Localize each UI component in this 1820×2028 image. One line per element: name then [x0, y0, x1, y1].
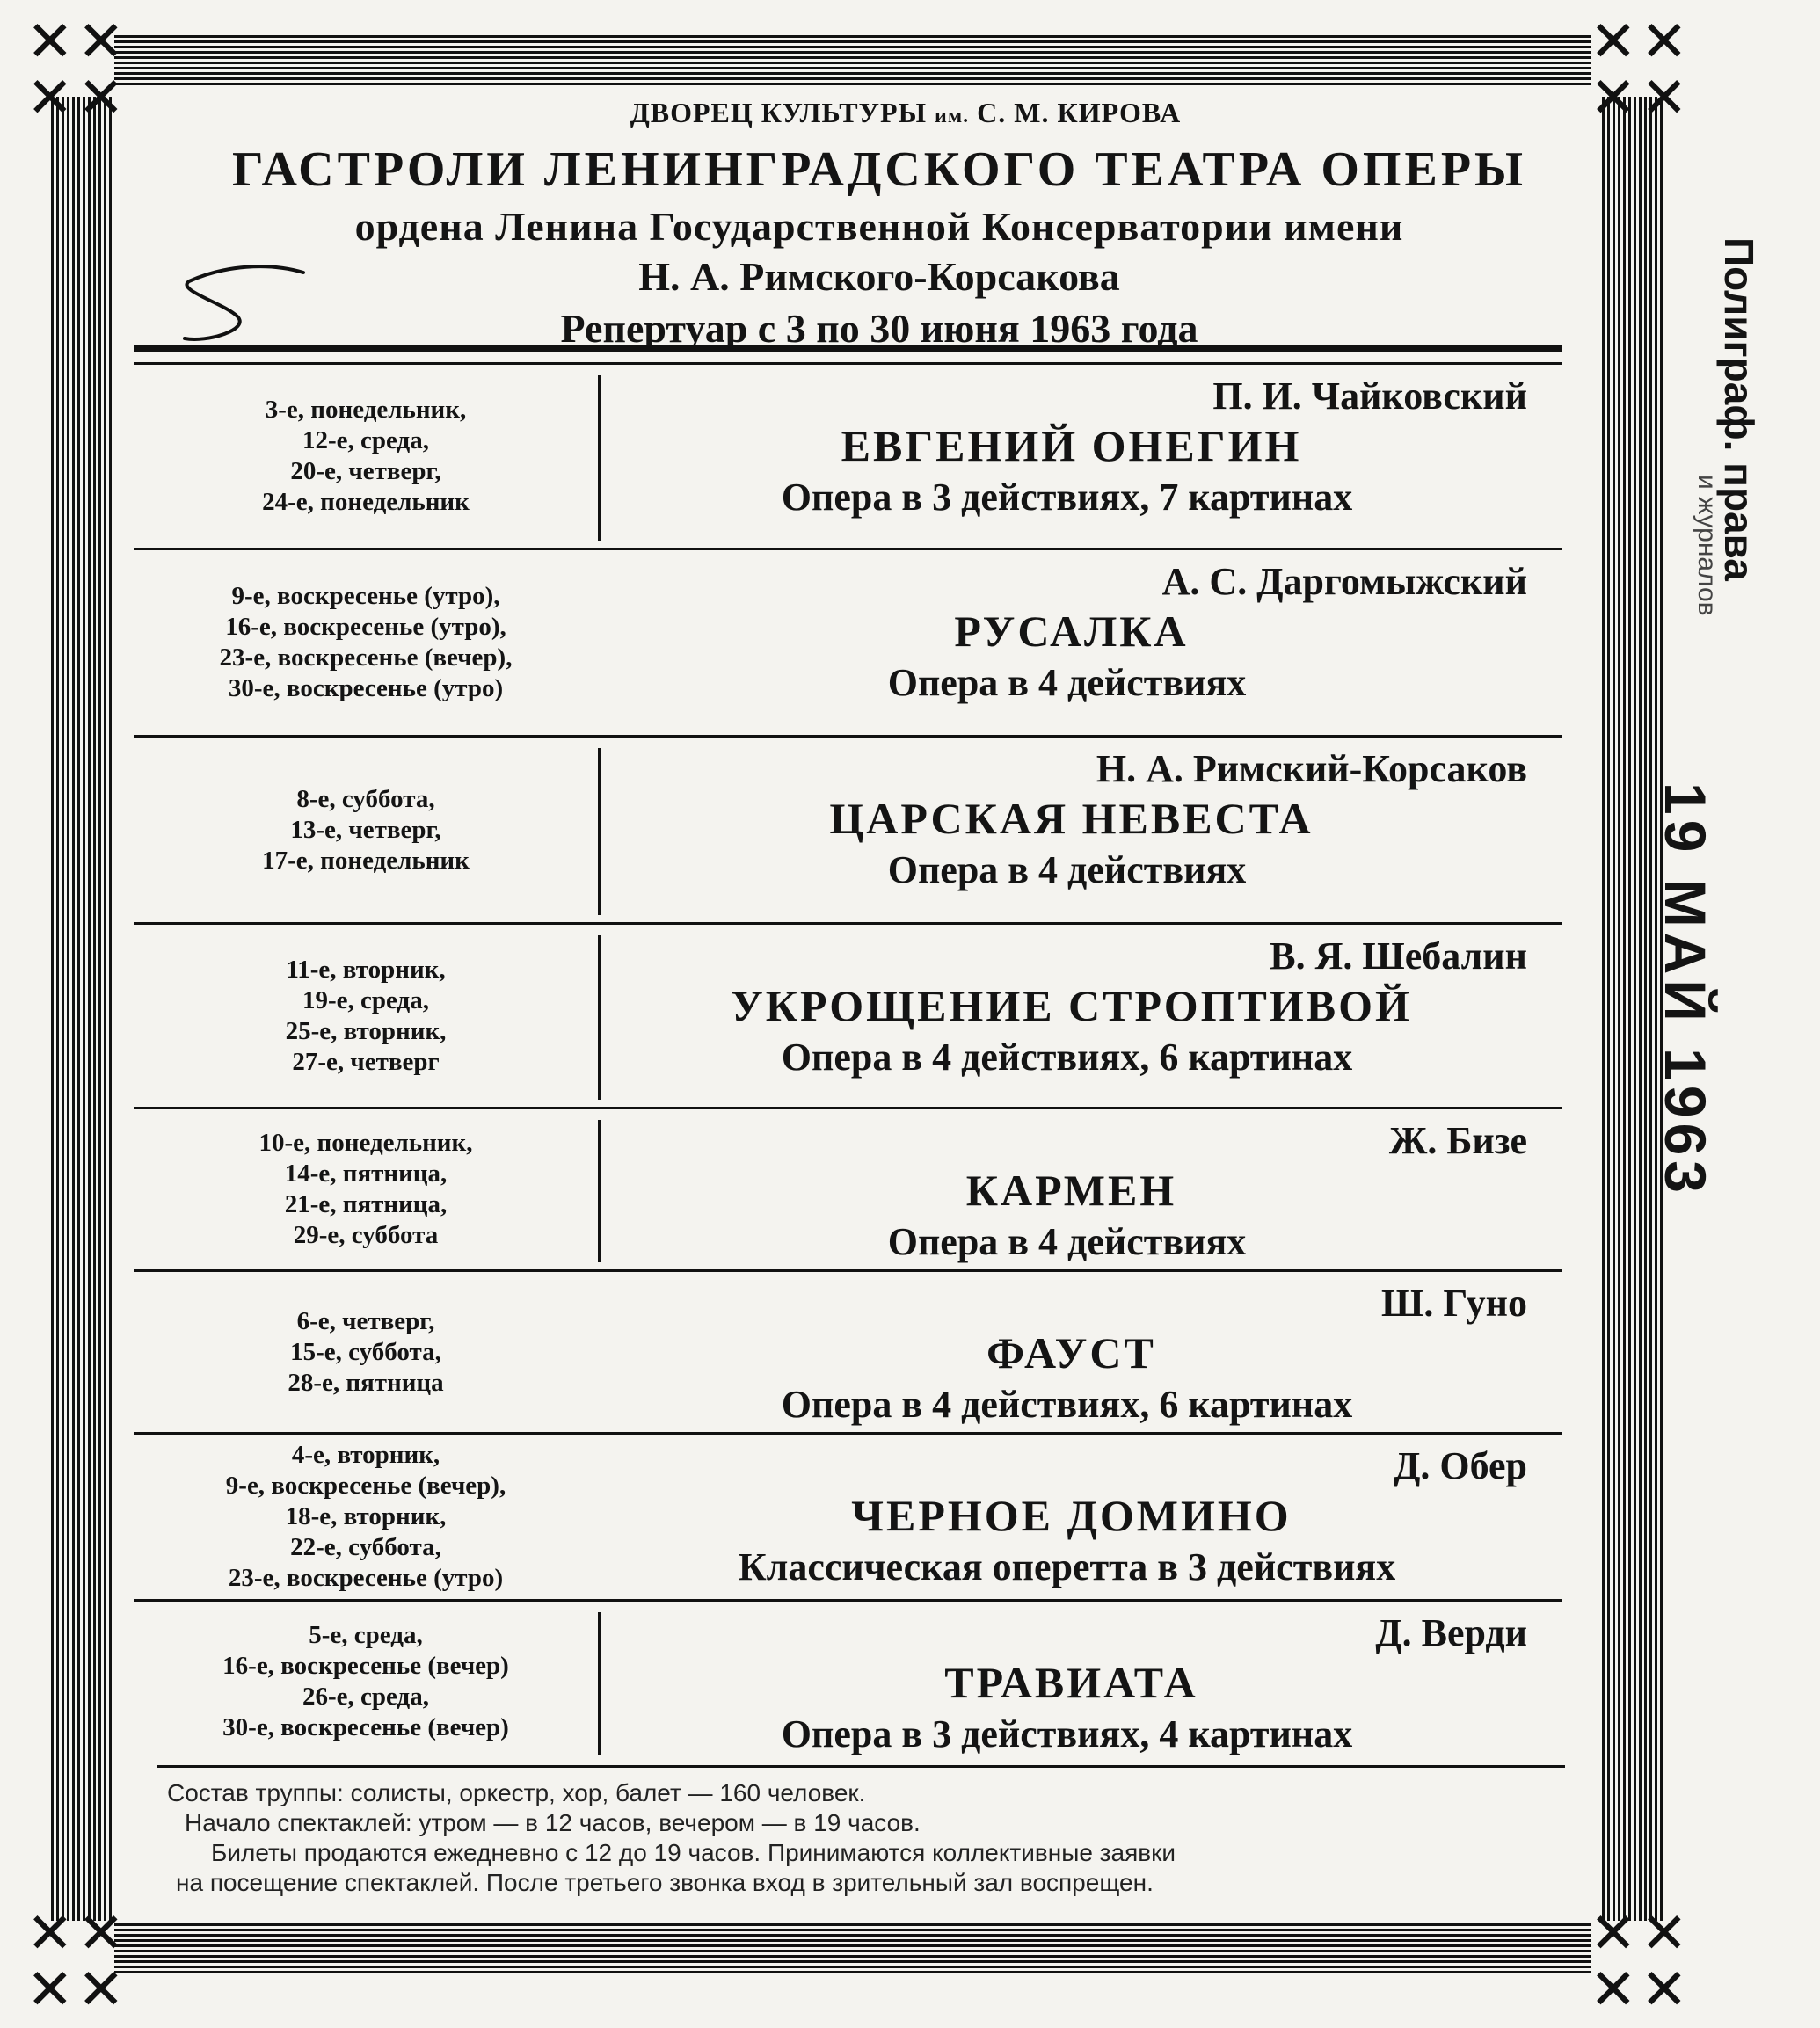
- show-composer: П. И. Чайковский: [1212, 374, 1527, 418]
- page-title: ГАСТРОЛИ ЛЕНИНГРАДСКОГО ТЕАТРА ОПЕРЫ: [231, 142, 1527, 197]
- show-title: ФАУСТ: [986, 1328, 1156, 1377]
- stamp-date: 19 МАЙ 1963: [1653, 782, 1718, 1198]
- show-info: [598, 550, 1562, 735]
- schedule-table: [134, 365, 1562, 1762]
- show-composer: А. С. Даргомыжский: [1161, 560, 1527, 603]
- show-row: [134, 1107, 1562, 1269]
- show-composer: Д. Обер: [1394, 1444, 1527, 1487]
- show-dates: 8-е, суббота, 13-е, четверг, 17-е, понедельник: [262, 784, 470, 875]
- show-composer: В. Я. Шебалин: [1270, 934, 1527, 978]
- show-dates: 9-е, воскресенье (утро), 16-е, воскресенье (утро), 23-е, воскресенье (вечер), 30-е, воскресенье (утро): [219, 582, 513, 702]
- show-title: ЕВГЕНИЙ ОНЕГИН: [841, 421, 1302, 470]
- stamp-subtext: и журналов: [1693, 475, 1722, 616]
- show-composer: Д. Верди: [1375, 1611, 1527, 1654]
- show-title: ТРАВИАТА: [944, 1658, 1198, 1707]
- show-info: [598, 1109, 1562, 1269]
- show-description: Опера в 4 действиях, 6 картинах: [781, 1383, 1353, 1426]
- header-divider: [134, 345, 1562, 365]
- top-border: [114, 35, 1591, 88]
- subtitle-line-1: ордена Ленина Государственной Консерватории имени: [354, 204, 1404, 249]
- footer-line: Билеты продаются ежедневно с 12 до 19 часов. Принимаются коллективные заявки: [211, 1839, 1176, 1866]
- show-title: РУСАЛКА: [954, 607, 1189, 656]
- show-dates: 10-е, понедельник, 14-е, пятница, 21-е, пятница, 29-е, суббота: [258, 1129, 473, 1249]
- show-composer: Ш. Гуно: [1381, 1282, 1527, 1325]
- show-info: [598, 1602, 1562, 1762]
- ornament-bottom-right-icon: ✕ ✕ ✕ ✕: [1590, 1901, 1688, 2023]
- show-title: ЧЕРНОЕ ДОМИНО: [851, 1491, 1292, 1540]
- venue-line: ДВОРЕЦ КУЛЬТУРЫ им. С. М. КИРОВА: [630, 97, 1182, 128]
- show-row: [134, 365, 1562, 548]
- show-info: [598, 365, 1562, 548]
- footer-line: Начало спектаклей: утром — в 12 часов, вечером — в 19 часов.: [185, 1809, 921, 1836]
- show-description: Классическая оперетта в 3 действиях: [738, 1545, 1396, 1588]
- show-info: [598, 738, 1562, 922]
- show-description: Опера в 4 действиях: [887, 1220, 1247, 1263]
- bottom-border: [114, 1923, 1591, 1976]
- show-title: ЦАРСКАЯ НЕВЕСТА: [829, 794, 1314, 843]
- subtitle-line-2: Н. А. Римского-Корсакова: [638, 254, 1120, 299]
- footer-line: на посещение спектаклей. После третьего звонка вход в зрительный зал воспрещен.: [176, 1869, 1154, 1896]
- show-dates: 11-е, вторник, 19-е, среда, 25-е, вторник, 27-е, четверг: [285, 955, 447, 1076]
- show-description: Опера в 3 действиях, 4 картинах: [781, 1712, 1353, 1755]
- ornament-top-left-icon: ✕ ✕ ✕ ✕: [26, 10, 125, 131]
- schedule-bottom-rule: [157, 1765, 1565, 1768]
- show-row: [134, 1269, 1562, 1432]
- show-composer: Н. А. Римский-Корсаков: [1096, 747, 1527, 790]
- footer-line: Состав труппы: солисты, оркестр, хор, балет — 160 человек.: [167, 1779, 866, 1806]
- poster-header: [132, 97, 1627, 352]
- ornament-top-right-icon: ✕ ✕ ✕ ✕: [1590, 10, 1688, 131]
- show-description: Опера в 3 действиях, 7 картинах: [781, 476, 1353, 519]
- show-description: Опера в 4 действиях, 6 картинах: [781, 1036, 1353, 1079]
- repertoire-period: Репертуар с 3 по 30 июня 1963 года: [560, 306, 1198, 351]
- show-dates: 4-е, вторник, 9-е, воскресенье (вечер), 18-е, вторник, 22-е, суббота, 23-е, воскресенье (утро): [225, 1441, 506, 1592]
- footer-notes: [141, 1778, 1460, 1898]
- show-row: [134, 1432, 1562, 1599]
- show-composer: Ж. Бизе: [1388, 1119, 1527, 1162]
- show-info: [598, 1272, 1562, 1432]
- show-info: [598, 925, 1562, 1107]
- show-info: [598, 1435, 1562, 1599]
- ornament-bottom-left-icon: ✕ ✕ ✕ ✕: [26, 1901, 125, 2023]
- show-row: [134, 548, 1562, 735]
- show-description: Опера в 4 действиях: [887, 661, 1247, 704]
- show-title: КАРМЕН: [965, 1166, 1177, 1215]
- show-description: Опера в 4 действиях: [887, 848, 1247, 891]
- stamp-text: Полиграф. права: [1716, 237, 1762, 581]
- show-dates: 3-е, понедельник, 12-е, среда, 20-е, четверг, 24-е, понедельник: [262, 396, 470, 516]
- show-dates: 5-е, среда, 16-е, воскресенье (вечер) 26-е, среда, 30-е, воскресенье (вечер): [222, 1621, 509, 1741]
- show-title: УКРОЩЕНИЕ СТРОПТИВОЙ: [731, 981, 1412, 1030]
- show-row: [134, 1599, 1562, 1762]
- show-row: [134, 922, 1562, 1107]
- show-row: [134, 735, 1562, 922]
- show-dates: 6-е, четверг, 15-е, суббота, 28-е, пятница: [288, 1306, 444, 1397]
- left-border: [51, 97, 113, 1921]
